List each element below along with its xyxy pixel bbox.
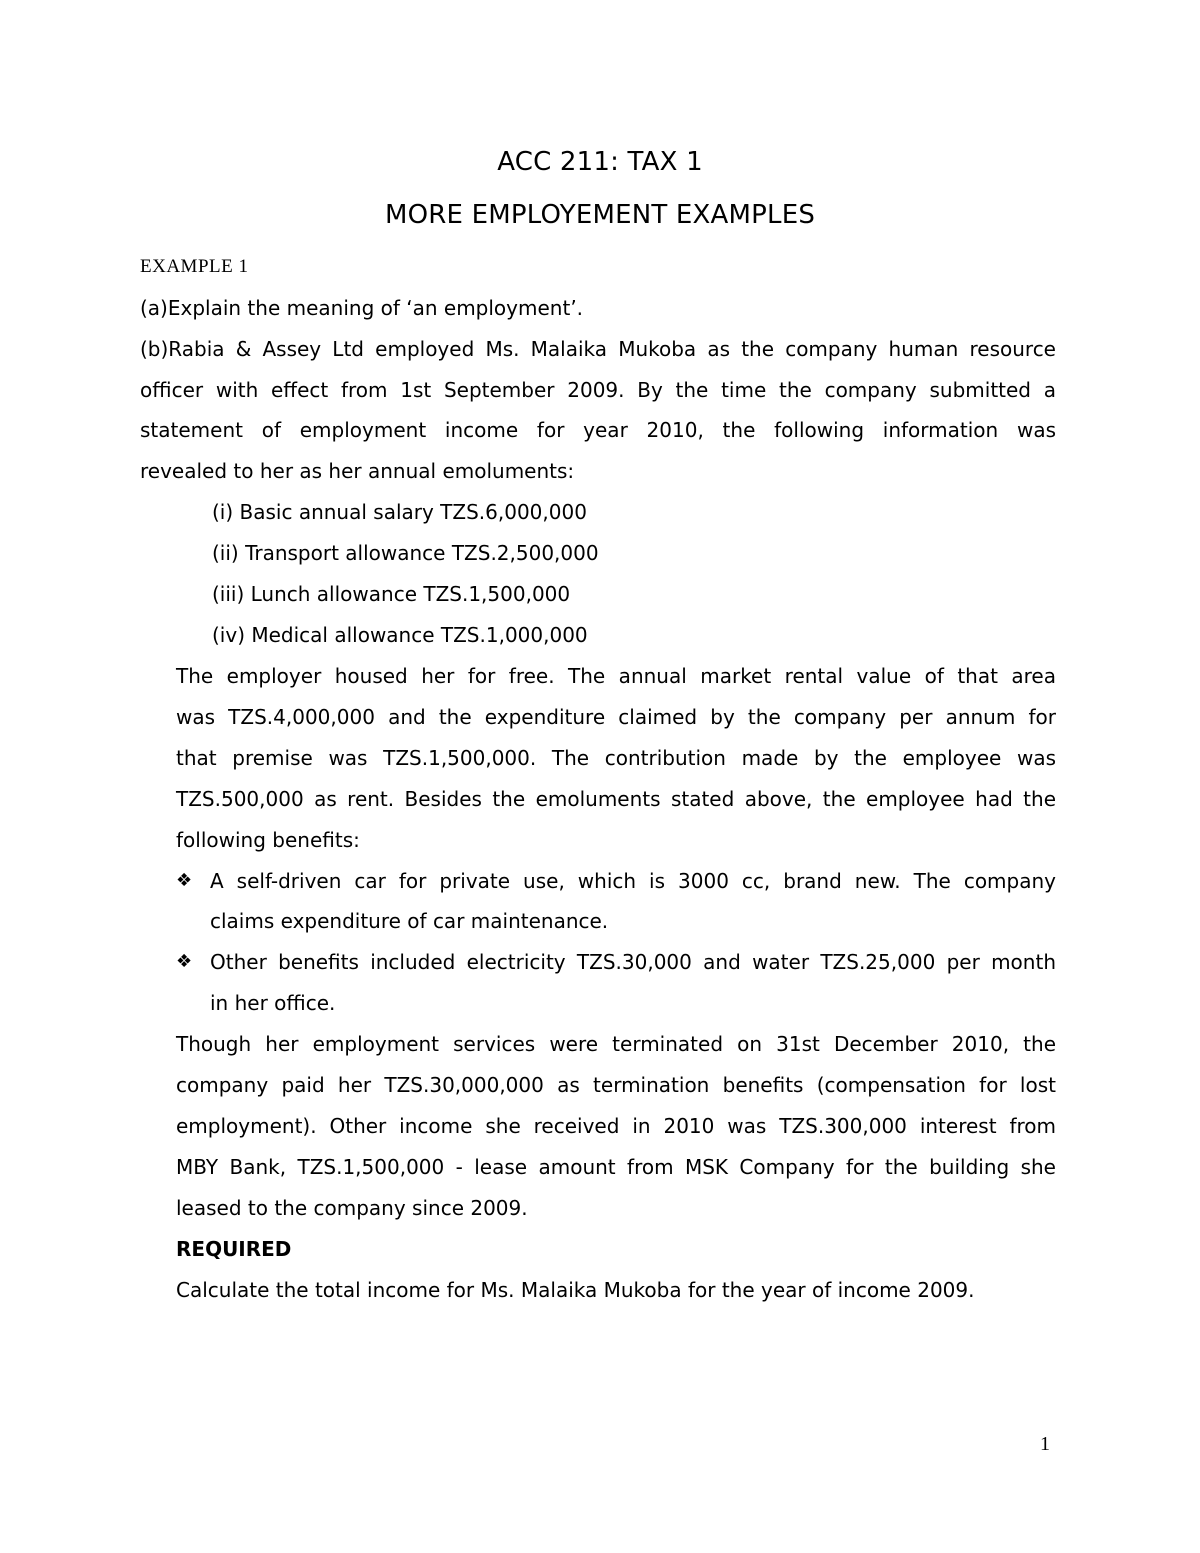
termination-paragraph-line: leased to the company since 2009. [176, 1196, 528, 1220]
emolument-item: (ii) Transport allowance TZS.2,500,000 [212, 541, 599, 565]
page-number: 1 [1040, 1433, 1050, 1455]
termination-paragraph-line: Though her employment services were terminated on 31st December 2010, the [176, 1032, 1056, 1056]
required-heading: REQUIRED [176, 1237, 292, 1261]
housing-paragraph-line: that premise was TZS.1,500,000. The contribution made by the employee was [176, 746, 1056, 770]
emolument-item: (iv) Medical allowance TZS.1,000,000 [212, 623, 588, 647]
course-title: ACC 211: TAX 1 [497, 147, 703, 177]
termination-paragraph-line: MBY Bank, TZS.1,500,000 - lease amount from MSK Company for the building she [176, 1155, 1056, 1179]
diamond-bullet-icon: ❖ [176, 951, 193, 972]
housing-paragraph-line: TZS.500,000 as rent. Besides the emoluments stated above, the employee had the [176, 787, 1056, 811]
termination-paragraph-line: employment). Other income she received in 2010 was TZS.300,000 interest from [176, 1114, 1056, 1138]
termination-paragraph-line: company paid her TZS.30,000,000 as termination benefits (compensation for lost [176, 1073, 1056, 1097]
housing-paragraph-line: The employer housed her for free. The annual market rental value of that area [176, 664, 1056, 688]
emolument-item: (i) Basic annual salary TZS.6,000,000 [212, 500, 587, 524]
housing-paragraph-line: following benefits: [176, 828, 360, 852]
document-subtitle: MORE EMPLOYEMENT EXAMPLES [384, 200, 816, 230]
question-part-b-line: statement of employment income for year 2010, the following information was [140, 418, 1056, 442]
benefit-item-line: claims expenditure of car maintenance. [210, 909, 609, 933]
benefit-item-line: A self-driven car for private use, which is 3000 cc, brand new. The company [210, 869, 1056, 893]
benefit-item-line: Other benefits included electricity TZS.30,000 and water TZS.25,000 per month [210, 950, 1056, 974]
emolument-item: (iii) Lunch allowance TZS.1,500,000 [212, 582, 571, 606]
benefit-item-line: in her office. [210, 991, 336, 1015]
example-label: EXAMPLE 1 [140, 256, 249, 277]
housing-paragraph-line: was TZS.4,000,000 and the expenditure claimed by the company per annum for [176, 705, 1056, 729]
question-part-b-line: officer with effect from 1st September 2009. By the time the company submitted a [140, 378, 1056, 402]
diamond-bullet-icon: ❖ [176, 870, 193, 891]
question-part-b-line: revealed to her as her annual emoluments: [140, 459, 575, 483]
question-part-b-line: (b)Rabia & Assey Ltd employed Ms. Malaika Mukoba as the company human resource [140, 337, 1056, 361]
required-question: Calculate the total income for Ms. Malaika Mukoba for the year of income 2009. [176, 1278, 975, 1302]
question-part-a: (a)Explain the meaning of ‘an employment’. [140, 296, 584, 320]
